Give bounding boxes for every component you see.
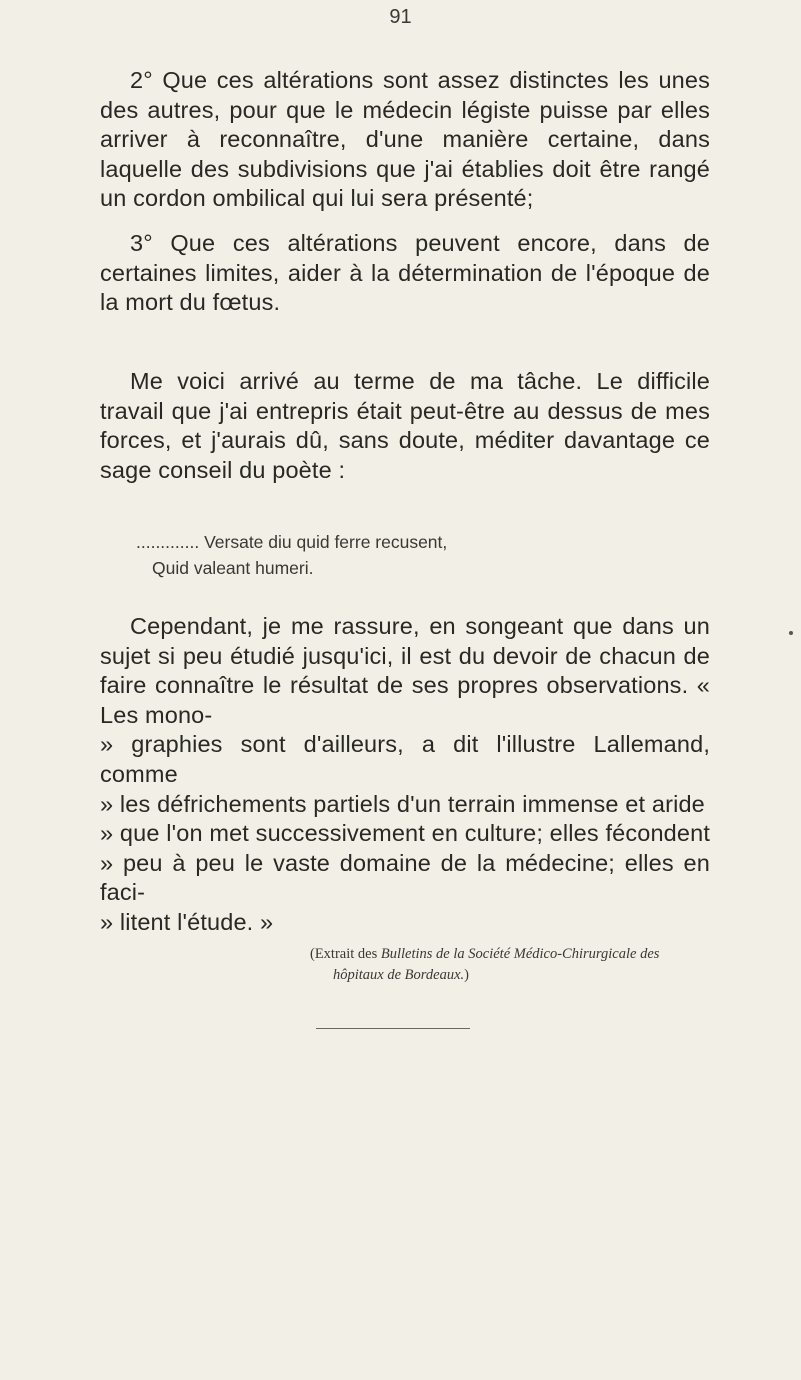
margin-mark — [789, 631, 793, 635]
final-line-5: » peu à peu le vaste domaine de la médecine; elles en faci- — [100, 849, 710, 906]
paragraph-final — [100, 612, 710, 938]
final-line-3: » les défrichements partiels d'un terrain immense et aride — [100, 790, 705, 817]
citation-journal-line-2: hôpitaux de Bordeaux. — [333, 967, 465, 983]
citation-suffix: ) — [464, 967, 469, 983]
paragraph-text: 2° Que ces altérations sont assez distinctes les unes des autres, pour que le médecin légiste puisse par elles arriver à reconnaître, d'une manière certaine, dans laquelle des subdivisions que j'ai établies doit être rangé un cordon ombilical qui lui sera présenté; — [100, 67, 710, 212]
paragraph-text: 3° Que ces altérations peuvent encore, dans de certaines limites, aider à la détermination de l'époque de la mort du fœtus. — [100, 230, 710, 316]
final-line-1: Cependant, je me rassure, en songeant que dans un sujet si peu étudié jusqu'ici, il est du devoir de chacun de faire connaître le résultat de ses propres observations. « Les mono- — [100, 613, 710, 728]
citation-prefix: (Extrait des — [310, 946, 381, 962]
final-line-6: » litent l'étude. » — [100, 908, 274, 935]
final-line-2: » graphies sont d'ailleurs, a dit l'illustre Lallemand, comme — [100, 731, 710, 787]
citation-journal: Bulletins de la Société Médico-Chirurgicale des — [380, 946, 660, 962]
final-line-4: » que l'on met successivement en culture; elles fécondent — [100, 820, 711, 847]
paragraph-conclusion-3 — [100, 229, 710, 318]
paragraph-text — [100, 612, 710, 730]
paragraph-text: Me voici arrivé au terme de ma tâche. Le difficile travail que j'ai entrepris était peut-être au dessus de mes forces, et j'aurais dû, sans doute, méditer davantage ce sage conseil du poète : — [100, 368, 710, 483]
closing-rule — [316, 1028, 470, 1029]
paragraph-closing — [100, 367, 710, 485]
latin-quote-line-2: Quid valeant humeri. — [152, 558, 314, 578]
source-citation — [310, 944, 670, 986]
latin-quote-line-1: ............. Versate diu quid ferre recusent, — [136, 532, 448, 552]
page-number: 91 — [389, 6, 412, 28]
paragraph-conclusion-2 — [100, 66, 710, 214]
